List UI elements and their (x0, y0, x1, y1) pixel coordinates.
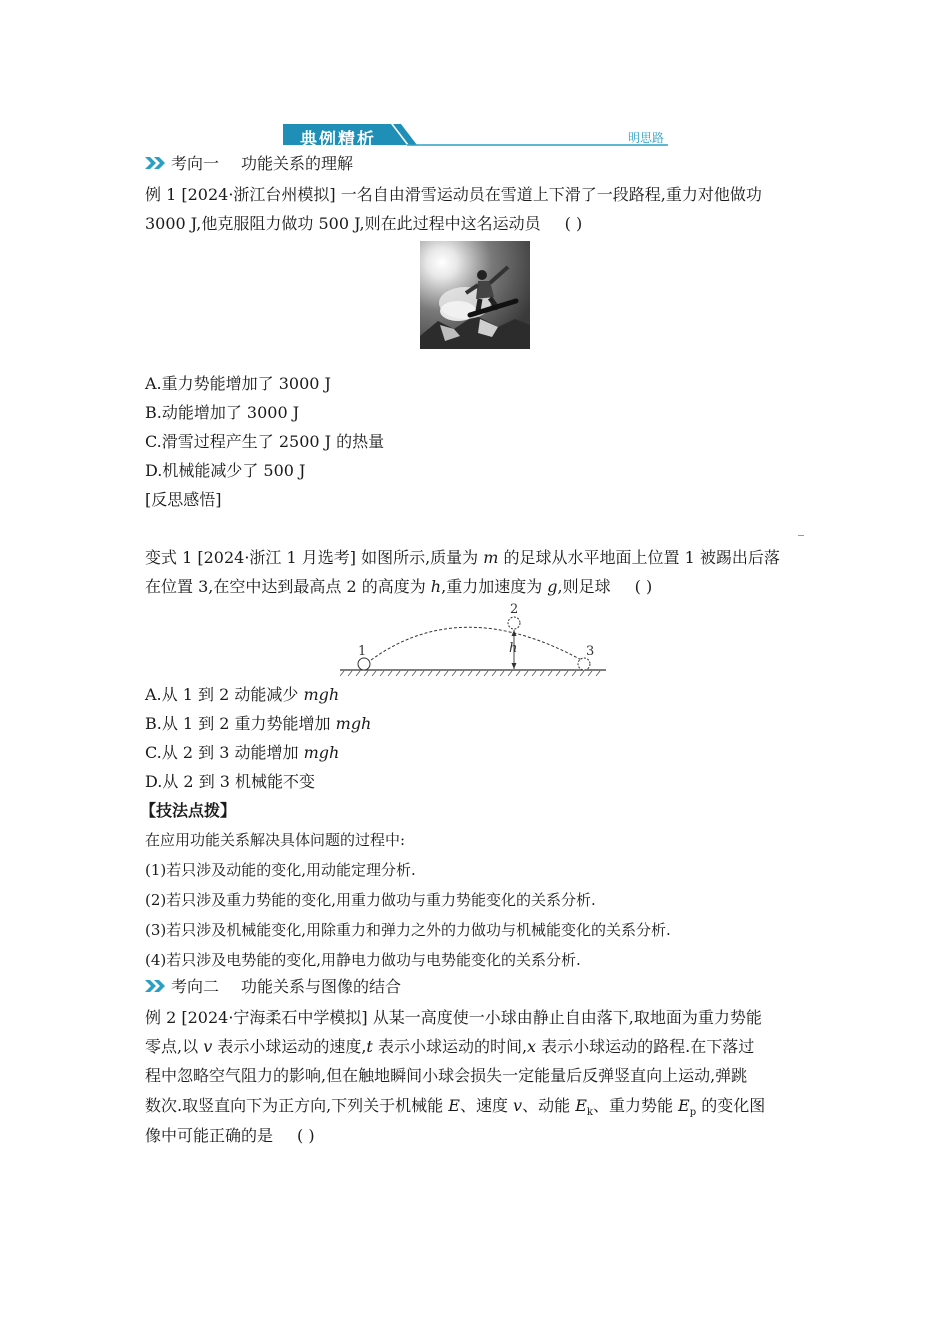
variant1-option-b (145, 714, 371, 734)
double-chevron-icon (145, 978, 167, 994)
option-text: D.从 2 到 3 机械能不变 (145, 772, 316, 791)
margin-mark (798, 535, 804, 536)
variant1-text: 变式 1 [2024·浙江 1 月选考] 如图所示,质量为 (145, 548, 484, 567)
height-h-label: h (509, 641, 518, 656)
tips-item-4: (4)若只涉及电势能的变化,用静电力做功与电势能变化的关系分析. (145, 951, 581, 969)
option-text: A.从 1 到 2 动能减少 (145, 685, 304, 704)
tips-item-2: (2)若只涉及重力势能的变化,用重力做功与重力势能变化的关系分析. (145, 891, 596, 909)
variable-x: x (527, 1037, 537, 1056)
reflection-label: [反思感悟] (145, 490, 222, 509)
answer-paren: ( ) (297, 1126, 315, 1145)
variable-t: t (366, 1037, 373, 1056)
variable-h: h (430, 577, 442, 596)
variable-g: g (547, 577, 558, 596)
example2-text: 零点,以 (145, 1037, 204, 1056)
variant1-option-d (145, 772, 315, 792)
football-trajectory-diagram (340, 600, 610, 680)
variant1-line2 (145, 577, 652, 597)
example1-option-b: B.动能增加了 3000 J (145, 403, 300, 422)
variable-mgh: mgh (335, 714, 372, 733)
example2-text: 、动能 (522, 1096, 576, 1115)
section2-heading-title: 功能关系与图像的结合 (241, 977, 402, 996)
example2-text: 像中可能正确的是 (145, 1126, 274, 1145)
subscript-p: p (689, 1107, 697, 1119)
example2-text: 、重力势能 (592, 1096, 679, 1115)
variable-mgh: mgh (303, 743, 340, 762)
example1-line2-text: 3000 J,他克服阻力做功 500 J,则在此过程中这名运动员 (145, 214, 541, 233)
tips-item-3: (3)若只涉及机械能变化,用除重力和弹力之外的力做功与机械能变化的关系分析. (145, 921, 671, 939)
variant1-text: 的足球从水平地面上位置 1 被踢出后落 (498, 548, 780, 567)
example2-text: 表示小球运动的路程.在下落过 (536, 1037, 755, 1056)
tips-title: 【技法点拨】 (140, 801, 237, 820)
variable-Ek: E (575, 1096, 587, 1115)
example2-line3: 程中忽略空气阻力的影响,但在触地瞬间小球会损失一定能量后反弹竖直向上运动,弹跳 (145, 1066, 748, 1085)
variant1-line1 (145, 548, 780, 568)
subscript-k: k (586, 1107, 593, 1119)
section2-heading (145, 977, 401, 997)
example2-line5 (145, 1126, 315, 1146)
tips-item-1: (1)若只涉及动能的变化,用动能定理分析. (145, 861, 416, 879)
variant1-text: 在位置 3,在空中达到最高点 2 的高度为 (145, 577, 431, 596)
section1-heading (145, 154, 353, 174)
example2-line1: 例 2 [2024·宁海柔石中学模拟] 从某一高度使一小球由静止自由落下,取地面为重力势能 (145, 1008, 762, 1027)
variant1-text: ,则足球 (557, 577, 611, 596)
example1-line2 (145, 214, 582, 234)
section-banner-label: 明思路 (628, 131, 665, 145)
answer-paren: ( ) (634, 577, 653, 596)
section1-heading-title: 功能关系的理解 (241, 154, 354, 173)
option-text: C.从 2 到 3 动能增加 (145, 743, 304, 762)
example2-text: 、速度 (459, 1096, 514, 1115)
variable-mgh: mgh (303, 685, 340, 704)
section-banner-title: 典例精析 (300, 130, 376, 150)
double-chevron-icon (145, 155, 167, 171)
option-text: B.从 1 到 2 重力势能增加 (145, 714, 336, 733)
section2-heading-label: 考向二 (171, 977, 220, 996)
example1-option-c: C.滑雪过程产生了 2500 J 的热量 (145, 432, 385, 451)
position-3-label: 3 (586, 644, 595, 659)
example1-option-a: A.重力势能增加了 3000 J (145, 374, 331, 393)
position-2-label: 2 (510, 602, 519, 617)
section1-heading-label: 考向一 (171, 154, 220, 173)
variable-m: m (483, 548, 499, 567)
example2-text: 的变化图 (696, 1096, 766, 1115)
variant1-option-a (145, 685, 339, 705)
variable-E: E (448, 1096, 460, 1115)
example2-line4 (145, 1096, 765, 1123)
snowboarder-photo (420, 241, 530, 349)
variable-v: v (203, 1037, 213, 1056)
example2-text: 数次.取竖直向下为正方向,下列关于机械能 (145, 1096, 449, 1115)
variant1-text: ,重力加速度为 (441, 577, 548, 596)
variable-v: v (513, 1096, 523, 1115)
answer-paren: ( ) (564, 214, 583, 233)
example1-line1: 例 1 [2024·浙江台州模拟] 一名自由滑雪运动员在雪道上下滑了一段路程,重力对他做功 (145, 185, 762, 204)
tips-intro: 在应用功能关系解决具体问题的过程中: (145, 831, 406, 849)
example2-text: 表示小球运动的时间, (372, 1037, 528, 1056)
variable-Ep: E (678, 1096, 690, 1115)
variant1-option-c (145, 743, 339, 763)
example1-option-d: D.机械能减少了 500 J (145, 461, 306, 480)
example2-line2 (145, 1037, 754, 1057)
example2-text: 表示小球运动的速度, (212, 1037, 367, 1056)
position-1-label: 1 (358, 644, 367, 659)
